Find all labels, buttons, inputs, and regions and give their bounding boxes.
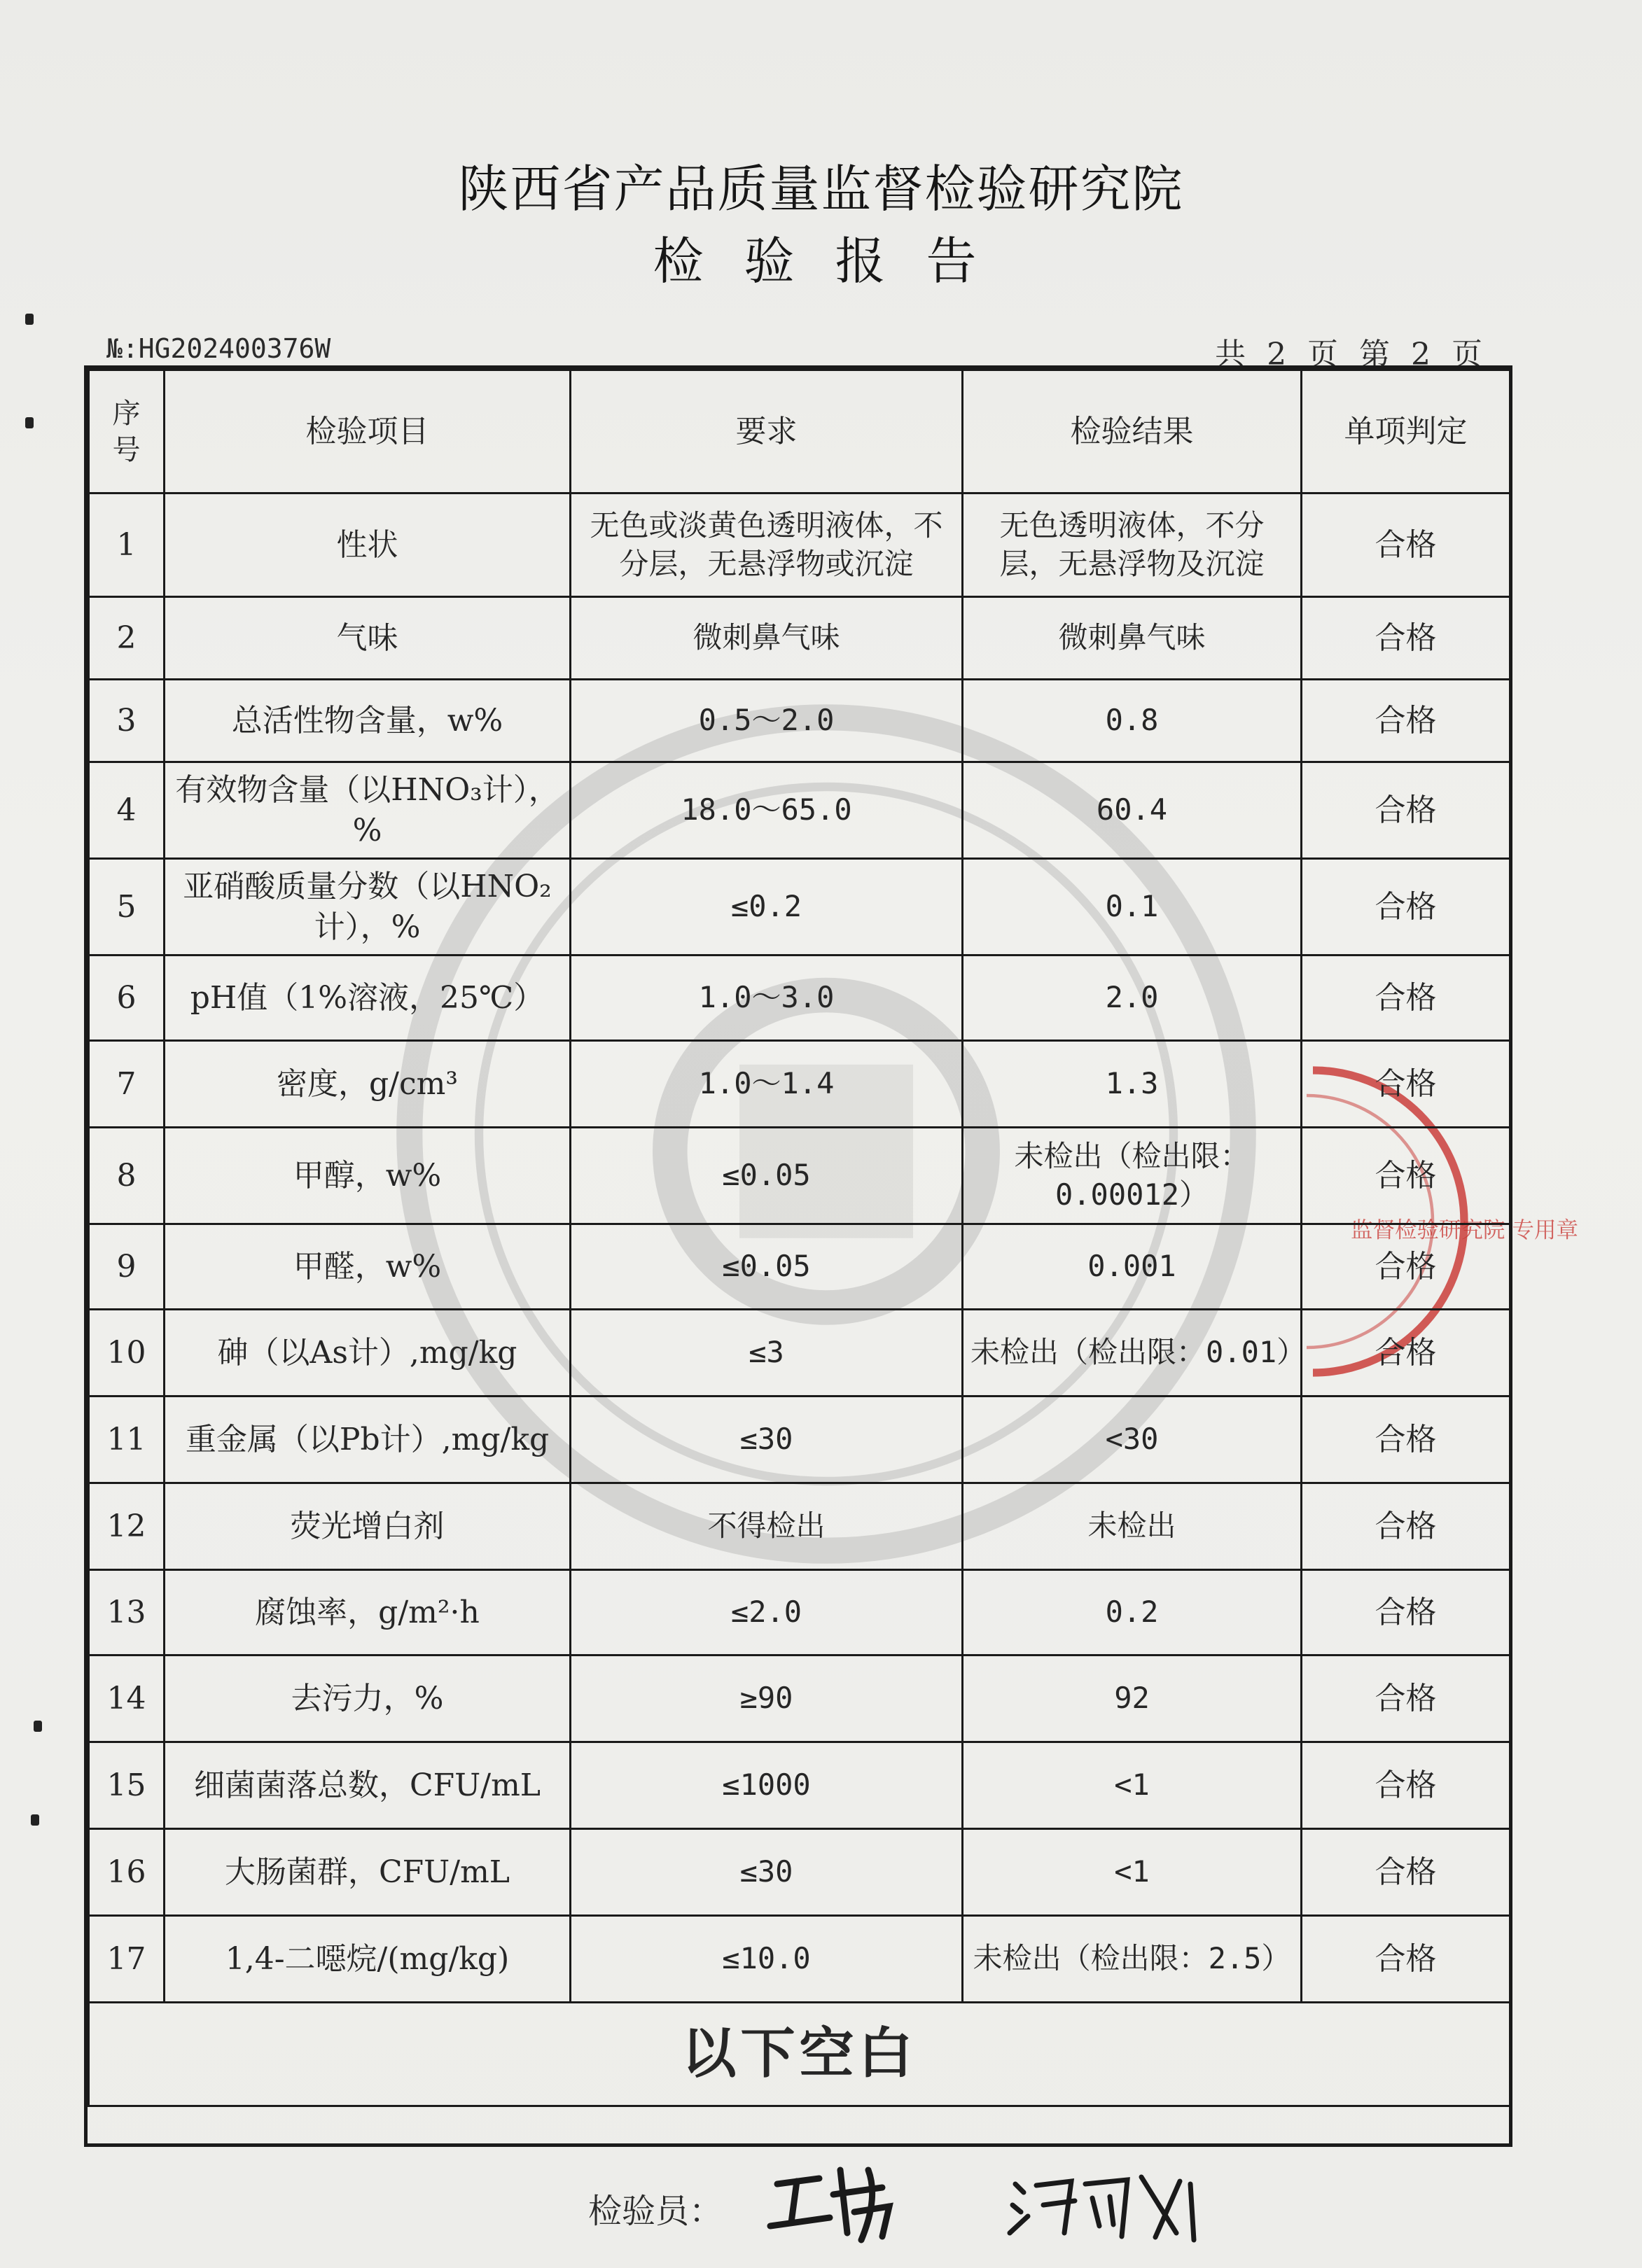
result-cell: 0.1 — [963, 859, 1302, 955]
requirement-cell: ≤10.0 — [571, 1916, 963, 2003]
column-header: 检验项目 — [165, 370, 571, 493]
table-row — [89, 1742, 1510, 1829]
red-seal-text: 监督检验研究院 专用章 — [1351, 1217, 1579, 1243]
result-cell: 0.2 — [963, 1570, 1302, 1656]
punch-hole-mark — [25, 417, 34, 428]
column-header: 检验结果 — [963, 370, 1302, 493]
row-number: 1 — [89, 493, 165, 597]
table-row — [89, 1916, 1510, 2003]
requirement-cell: ≤0.05 — [571, 1224, 963, 1310]
row-number: 13 — [89, 1570, 165, 1656]
result-cell: <1 — [963, 1742, 1302, 1829]
column-header: 单项判定 — [1302, 370, 1510, 493]
item-cell: 甲醇，w% — [165, 1128, 571, 1224]
table-row — [89, 1128, 1510, 1224]
row-number: 9 — [89, 1224, 165, 1310]
result-cell: 无色透明液体，不分层，无悬浮物及沉淀 — [963, 493, 1302, 597]
judgment-cell: 合格 — [1302, 762, 1510, 859]
requirement-cell: 0.5～2.0 — [571, 680, 963, 762]
item-cell: 荧光增白剂 — [165, 1483, 571, 1570]
judgment-cell: 合格 — [1302, 1570, 1510, 1656]
requirement-cell: ≥90 — [571, 1656, 963, 1742]
table-row — [89, 1041, 1510, 1128]
row-number: 16 — [89, 1829, 165, 1916]
requirement-cell: ≤3 — [571, 1310, 963, 1396]
judgment-cell: 合格 — [1302, 1128, 1510, 1224]
result-cell: <30 — [963, 1396, 1302, 1483]
inspection-table — [84, 365, 1512, 2147]
punch-hole-mark — [34, 1721, 42, 1732]
result-cell: 未检出（检出限：2.5） — [963, 1916, 1302, 2003]
result-cell: 2.0 — [963, 955, 1302, 1041]
table-row — [89, 1483, 1510, 1570]
table-row — [89, 859, 1510, 955]
requirement-cell: 18.0～65.0 — [571, 762, 963, 859]
table-row — [89, 762, 1510, 859]
item-cell: pH值（1%溶液，25℃） — [165, 955, 571, 1041]
item-cell: 有效物含量（以HNO₃计），% — [165, 762, 571, 859]
table-row — [89, 680, 1510, 762]
row-number: 15 — [89, 1742, 165, 1829]
requirement-cell: 无色或淡黄色透明液体，不分层，无悬浮物或沉淀 — [571, 493, 963, 597]
requirement-cell: 不得检出 — [571, 1483, 963, 1570]
column-header: 要求 — [571, 370, 963, 493]
row-number: 6 — [89, 955, 165, 1041]
result-cell: 0.8 — [963, 680, 1302, 762]
result-cell: 微刺鼻气味 — [963, 597, 1302, 680]
item-cell: 砷（以As计）,mg/kg — [165, 1310, 571, 1396]
row-number: 4 — [89, 762, 165, 859]
row-number: 2 — [89, 597, 165, 680]
requirement-cell: ≤30 — [571, 1396, 963, 1483]
requirement-cell: ≤0.2 — [571, 859, 963, 955]
item-cell: 1,4-二噁烷/(mg/kg) — [165, 1916, 571, 2003]
inspector-label: 检验员： — [588, 2192, 723, 2231]
requirement-cell: 微刺鼻气味 — [571, 597, 963, 680]
inspector-signatures — [763, 2156, 1218, 2247]
result-cell: 未检出（检出限：0.01） — [963, 1310, 1302, 1396]
item-cell: 大肠菌群，CFU/mL — [165, 1829, 571, 1916]
table-row — [89, 955, 1510, 1041]
organization-title: 陕西省产品质量监督检验研究院 — [458, 160, 1184, 218]
judgment-cell: 合格 — [1302, 1829, 1510, 1916]
item-cell: 细菌菌落总数，CFU/mL — [165, 1742, 571, 1829]
blank-note: 以下空白 — [89, 2003, 1510, 2106]
item-cell: 腐蚀率，g/m²·h — [165, 1570, 571, 1656]
judgment-cell: 合格 — [1302, 955, 1510, 1041]
signature-2 — [1010, 2177, 1194, 2240]
item-cell: 甲醛，w% — [165, 1224, 571, 1310]
table-row — [89, 597, 1510, 680]
row-number: 12 — [89, 1483, 165, 1570]
table-row — [89, 1310, 1510, 1396]
judgment-cell: 合格 — [1302, 859, 1510, 955]
item-cell: 气味 — [165, 597, 571, 680]
table-row — [89, 1224, 1510, 1310]
punch-hole-mark — [25, 314, 34, 325]
table-row — [89, 493, 1510, 597]
item-cell: 总活性物含量，w% — [165, 680, 571, 762]
requirement-cell: ≤0.05 — [571, 1128, 963, 1224]
table-row — [89, 1829, 1510, 1916]
judgment-cell: 合格 — [1302, 1656, 1510, 1742]
table-row — [89, 1656, 1510, 1742]
item-cell: 性状 — [165, 493, 571, 597]
requirement-cell: 1.0～1.4 — [571, 1041, 963, 1128]
table-header-row — [89, 370, 1510, 493]
result-cell: 0.001 — [963, 1224, 1302, 1310]
requirement-cell: ≤1000 — [571, 1742, 963, 1829]
report-number: №:HG202400376W — [106, 333, 331, 364]
result-cell: 未检出（检出限：0.00012） — [963, 1128, 1302, 1224]
blank-note-row — [89, 2003, 1510, 2106]
judgment-cell: 合格 — [1302, 1742, 1510, 1829]
row-number: 10 — [89, 1310, 165, 1396]
item-cell: 密度，g/cm³ — [165, 1041, 571, 1128]
table-row — [89, 1396, 1510, 1483]
judgment-cell: 合格 — [1302, 597, 1510, 680]
requirement-cell: ≤2.0 — [571, 1570, 963, 1656]
judgment-cell: 合格 — [1302, 680, 1510, 762]
requirement-cell: ≤30 — [571, 1829, 963, 1916]
result-cell: 60.4 — [963, 762, 1302, 859]
table-row — [89, 1570, 1510, 1656]
item-cell: 重金属（以Pb计）,mg/kg — [165, 1396, 571, 1483]
judgment-cell: 合格 — [1302, 1224, 1510, 1310]
result-cell: <1 — [963, 1829, 1302, 1916]
row-number: 8 — [89, 1128, 165, 1224]
column-header: 序号 — [89, 370, 165, 493]
punch-hole-mark — [31, 1814, 39, 1826]
judgment-cell: 合格 — [1302, 1041, 1510, 1128]
row-number: 3 — [89, 680, 165, 762]
row-number: 17 — [89, 1916, 165, 2003]
judgment-cell: 合格 — [1302, 1310, 1510, 1396]
result-cell: 92 — [963, 1656, 1302, 1742]
row-number: 11 — [89, 1396, 165, 1483]
signature-1 — [770, 2170, 889, 2240]
judgment-cell: 合格 — [1302, 1396, 1510, 1483]
requirement-cell: 1.0～3.0 — [571, 955, 963, 1041]
page-count: 共 2 页 第 2 页 — [1215, 337, 1488, 372]
item-cell: 去污力，% — [165, 1656, 571, 1742]
result-cell: 1.3 — [963, 1041, 1302, 1128]
judgment-cell: 合格 — [1302, 1483, 1510, 1570]
row-number: 7 — [89, 1041, 165, 1128]
row-number: 14 — [89, 1656, 165, 1742]
report-title: 检验报告 — [653, 232, 1017, 290]
item-cell: 亚硝酸质量分数（以HNO₂计），% — [165, 859, 571, 955]
judgment-cell: 合格 — [1302, 1916, 1510, 2003]
row-number: 5 — [89, 859, 165, 955]
result-cell: 未检出 — [963, 1483, 1302, 1570]
judgment-cell: 合格 — [1302, 493, 1510, 597]
